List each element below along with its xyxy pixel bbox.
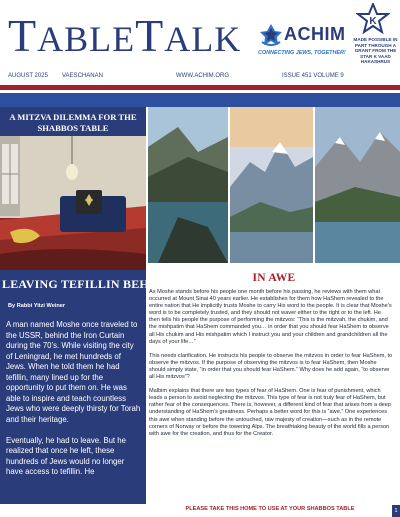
sidebar-paragraph: Eventually, he had to leave. But he realized that once he left, these hundreds of Jews would no longer have access to tefillin. He [6,435,126,476]
masthead-title [8,6,241,69]
mountain-lake-photo [315,107,400,263]
main-article-title: IN AWE [252,272,296,284]
sponsor-block [351,0,400,84]
page-number: 1 [392,505,400,517]
tefillin-photo [0,136,146,270]
header [0,0,400,84]
achim-logo [258,22,348,64]
tefillin-photo-illustration [0,136,146,270]
svg-text:K: K [369,16,377,27]
main-paragraph: This needs clarification. He instructs his people to observe the mitzvos in order to fear HaShem, to observe the mitzvos. If the purpose of observing the mitzvos is to fear HaShem, then Moshe should simply state, “in order that you should fear HaShem.” Why does he add again, “to observe all His mitzvos”? [149,352,393,381]
main-paragraph: As Moshe stands before his people one month before his passing, he reviews with them what occurred at Mount Sinai 40 years earlier. He establishes for them how HaShem revealed to the entire nation that He implicitly trusts Moshe to carry His word to the people. It is clear that Moshe’s word is to be completely trusted, and they should not waver either to the right or to the left. He then tells his people the purpose of performing the mitzvos: “This is the mitzvah, the chukim, and the mishpatim that HaShem commanded you… in order that you should fear HaShem to observe all His chukim and His mishpatim which I instruct you and your children and grandchildren all the days of your life…” [149,289,392,345]
fjord-photo [148,107,228,263]
sidebar-article-body [6,320,142,488]
achim-emblem-icon [258,22,284,48]
info-bar [0,69,350,84]
alps-photo [230,107,313,263]
issue-volume: ISSUE 451 VOLUME 9 [282,73,344,79]
sidebar-article-title: LEAVING TEFILLIN BEHIND [2,277,172,291]
masthead-letter: T [8,10,38,61]
masthead-letter: T [135,10,165,61]
sidebar-paragraph: A man named Moshe once traveled to the USSR, behind the Iron Curtain during the 70’s. While visiting the city of Leningrad, he met hundreds of Jews. When he told them he had tefillin, many lined up for the opportunity to put them on. He was able to inspire and teach countless Jews who were deeply thirsty for Torah and their heritage. [6,320,141,424]
main-paragraph: Malbim explains that there are two types of fear of HaShem. One is fear of punishment, which leads a person to avoid neglecting the mitzvos. This type of fear is not truly fear of HaShem, but rather fear of the consequences. There is, however, a different kind of fear that arises from a deep understanding of HaShem’s greatness. Perhaps a better word for this is “awe.” One experiences this awe when standing before the untouched, raw majesty of creation—such as in the remote corners of Norway or before the towering Alps. The breathtaking beauty of the world fills a person with awe for the creation, and thus for the Creator. [149,388,392,437]
masthead-letters: ABLE [37,19,136,59]
footer-note: PLEASE TAKE THIS HOME TO USE AT YOUR SHABBOS TABLE [185,506,355,512]
main-article-body [149,289,393,445]
sponsor-text: MADE POSSIBLE IN PART THROUGH A GRANT FROM THE STAR K VAAD HAKASHRUS [353,37,398,65]
header-stripe-blue [0,93,400,107]
article-byline: By Rabbi Yitzi Weiner [8,303,66,309]
masthead-letters: ALK [164,19,242,59]
achim-name: ACHIM [284,24,346,44]
sidebar-section-title: A MITZVA DILEMMA FOR THE SHABBOS TABLE [9,112,137,133]
scenery-photo-strip [148,107,400,263]
achim-tagline: CONNECTING JEWS, TOGETHER! [258,50,346,56]
website-link[interactable]: WWW.ACHIM.ORG [176,73,229,79]
parsha-name: VAESCHANAN [62,73,103,79]
star-k-icon [356,3,390,35]
issue-date: AUGUST 2025 [8,73,48,79]
